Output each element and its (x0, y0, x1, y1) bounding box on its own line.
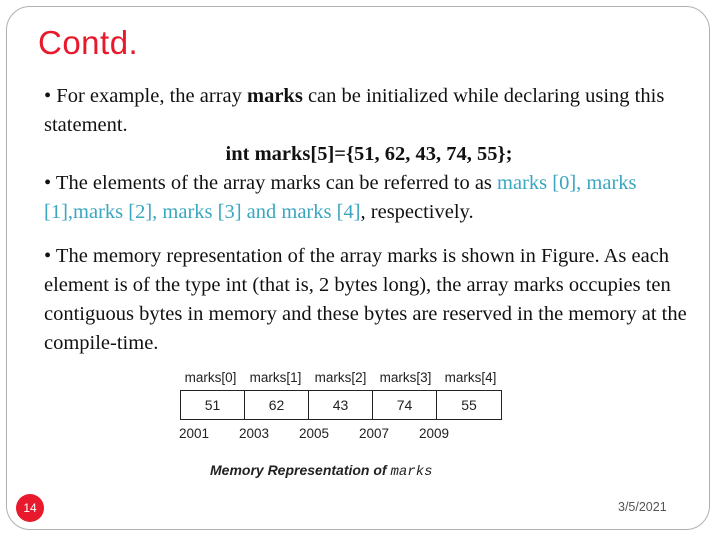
p2-highlight: marks [0], marks [1],marks [2], marks [3] and marks [4] (44, 172, 637, 223)
p1-text-a: • For example, the array (44, 85, 247, 107)
array-cell: 55 (461, 397, 477, 413)
slide-body (44, 82, 694, 358)
array-cell: 74 (373, 391, 437, 419)
code-statement: int marks[5]={51, 62, 43, 74, 55}; (225, 143, 513, 165)
array-cell: 43 (309, 391, 373, 419)
caption-code: marks (390, 464, 433, 480)
p1-text-c: can be initialized while declaring using this statement. (44, 85, 665, 136)
memory-figure (164, 366, 514, 486)
p2-text-a: • The elements of the array marks can be referred to as (44, 172, 498, 194)
page-number-badge: 14 (16, 494, 44, 522)
array-cell: 51 (181, 391, 245, 419)
memory-address: 2001 (178, 426, 210, 441)
array-cell: 62 (245, 391, 309, 419)
caption-text: Memory Representation of (210, 462, 391, 478)
element-label: marks[4] (444, 370, 497, 385)
figure-caption (210, 462, 433, 480)
paragraph-initialization (44, 82, 694, 169)
array-cells (180, 390, 502, 420)
element-label: marks[3] (379, 370, 432, 385)
slide-date: 3/5/2021 (618, 500, 667, 514)
memory-addresses (164, 426, 464, 446)
p2-text-c: , respectively. (360, 201, 474, 223)
element-label: marks[2] (314, 370, 367, 385)
memory-address: 2005 (298, 426, 330, 441)
element-label: marks[0] (184, 370, 237, 385)
memory-address: 2009 (418, 426, 450, 441)
element-label: marks[1] (249, 370, 302, 385)
memory-address: 2003 (238, 426, 270, 441)
memory-address: 2007 (358, 426, 390, 441)
element-labels (178, 370, 503, 390)
paragraph-memory: • The memory representation of the array marks is shown in Figure. As each element is of the type int (that is, 2 bytes long), the array marks occupies ten contiguous bytes in memory and these bytes are reserved in the memory at the compile-time. (44, 245, 687, 354)
slide-title: Contd. (38, 24, 139, 61)
paragraph-elements (44, 169, 694, 227)
p1-keyword: marks (247, 85, 303, 107)
